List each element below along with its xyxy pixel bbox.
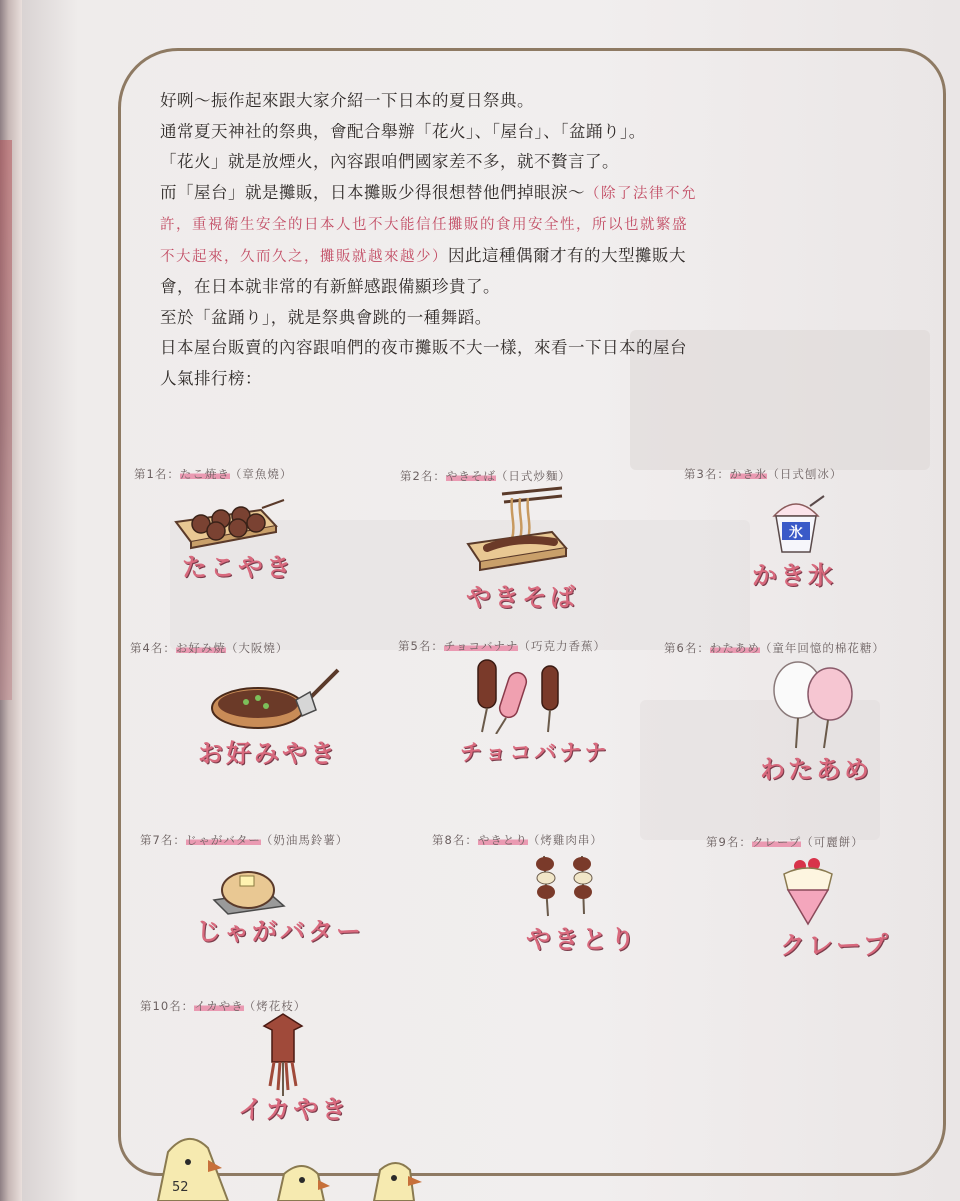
- rank-1-caption: [134, 466, 292, 482]
- svg-text:氷: 氷: [789, 525, 803, 541]
- cotton-candy-icon: [770, 660, 860, 750]
- rank-2-label: やきそば: [466, 583, 579, 612]
- rank-number: 第9名：: [706, 835, 752, 849]
- rank-note: （日式刨冰）: [767, 467, 843, 481]
- rank-note: （烤雞肉串）: [527, 833, 603, 847]
- rank-9-label: クレープ: [780, 931, 891, 960]
- rank-8-caption: [432, 832, 603, 848]
- rank-4-label: お好みやき: [198, 739, 339, 768]
- rank-name: わたあめ: [709, 641, 760, 655]
- spine-shadow: [0, 140, 12, 700]
- rank-name: チョコバナナ: [443, 639, 519, 653]
- rank-name: お好み焼: [175, 641, 226, 655]
- rank-number: 第3名：: [684, 467, 730, 481]
- rank-7-caption: [140, 832, 348, 848]
- rank-4-caption: [130, 640, 288, 656]
- body-text: [160, 86, 700, 394]
- paragraph: 日本屋台販賣的內容跟咱們的夜市攤販不大一樣，來看一下日本的屋台人氣排行榜：: [160, 338, 687, 388]
- rank-number: 第8名：: [432, 833, 478, 847]
- rank-note: （日式炒麵）: [495, 469, 571, 483]
- rank-name: イカやき: [194, 999, 244, 1013]
- rank-note: （巧克力香蕉）: [518, 639, 606, 653]
- paragraph-start: 而「屋台」就是攤販，日本攤販少得很想替他們掉眼淚～: [160, 182, 585, 202]
- rank-6-caption: [664, 640, 885, 656]
- crepe-icon: [778, 856, 838, 926]
- yakisoba-icon: [462, 484, 572, 574]
- paragraph: 通常夏天神社的祭典，會配合舉辦「花火」、「屋台」、「盆踊り」。: [160, 121, 646, 141]
- rank-number: 第2名：: [400, 469, 446, 483]
- jaga-butter-icon: [208, 860, 288, 916]
- rank-note: （可麗餅）: [801, 835, 864, 849]
- rank-name: やきとり: [477, 833, 528, 847]
- rank-10-label: イカやき: [238, 1095, 350, 1124]
- rank-7-label: じゃがバター: [196, 917, 365, 946]
- rank-6-label: わたあめ: [760, 755, 873, 784]
- rank-name: かき氷: [729, 467, 768, 481]
- rank-name: やきそば: [445, 469, 496, 483]
- rank-9-caption: [706, 834, 864, 850]
- rank-name: クレープ: [751, 835, 802, 849]
- rank-number: 第4名：: [130, 641, 176, 655]
- paragraph: 好咧～振作起來跟大家介紹一下日本的夏日祭典。: [160, 91, 534, 110]
- takoyaki-icon: [166, 486, 286, 550]
- paragraph: 「花火」就是放煙火，內容跟咱們國家差不多，就不贅言了。: [160, 152, 619, 171]
- handwritten-aside: （除了法律不允許，重視衛生安全的日本人也不大能信任攤販的食用安全性，所以也就繁盛不大起來，久而久之，攤販就越來越少）: [160, 185, 697, 265]
- rank-3-label: かき氷: [752, 561, 837, 590]
- paragraph-end: 因此這種偶爾才有的大型攤販大會，在日本就非常的有新鮮感跟備顯珍貴了。: [160, 245, 686, 296]
- rank-number: 第1名：: [134, 467, 180, 481]
- rank-1-label: たこやき: [182, 553, 295, 582]
- yakitori-icon: [526, 852, 602, 918]
- page-number: 52: [172, 1180, 189, 1195]
- rank-note: （烤花枝）: [243, 999, 307, 1013]
- rank-number: 第6名：: [664, 641, 710, 655]
- chocobanana-icon: [470, 656, 570, 734]
- rank-number: 第5名：: [398, 639, 444, 653]
- rank-5-label: チョコバナナ: [460, 741, 610, 766]
- rank-name: たこ焼き: [179, 467, 230, 481]
- ika-yaki-icon: [258, 1012, 308, 1096]
- rank-note: （童年回憶的棉花糖）: [759, 641, 885, 655]
- paragraph: 至於「盆踊り」，就是祭典會跳的一種舞蹈。: [160, 307, 492, 327]
- rank-3-caption: [684, 466, 842, 482]
- rank-note: （章魚燒）: [229, 467, 293, 481]
- rank-note: （奶油馬鈴薯）: [260, 833, 349, 847]
- rank-number: 第7名：: [140, 833, 186, 847]
- rank-2-caption: [400, 468, 571, 484]
- okonomiyaki-icon: [206, 662, 346, 732]
- rank-5-caption: [398, 638, 606, 654]
- kakigori-icon: [766, 492, 826, 556]
- rank-8-label: やきとり: [526, 925, 639, 954]
- rank-name: じゃがバター: [185, 833, 261, 847]
- yatai-paragraph: [160, 178, 700, 303]
- rank-note: （大阪燒）: [225, 641, 289, 655]
- rank-number: 第10名：: [140, 999, 195, 1013]
